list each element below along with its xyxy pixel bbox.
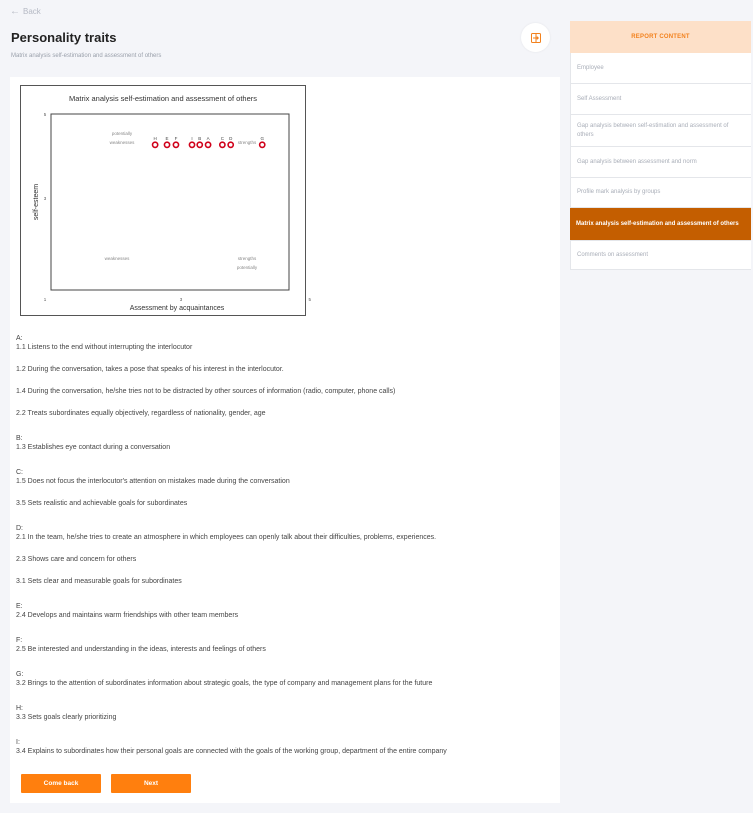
- trait-group-letter: G:: [16, 671, 24, 678]
- data-point: [197, 142, 202, 147]
- data-point: [260, 142, 265, 147]
- sidebar-item[interactable]: Gap analysis between assessment and norm: [570, 147, 751, 178]
- export-button[interactable]: [521, 23, 550, 52]
- data-point-label: B: [198, 135, 202, 141]
- report-card: [10, 77, 560, 803]
- trait-item: 2.3 Shows care and concern for others: [16, 556, 137, 563]
- trait-group: [16, 602, 556, 620]
- sidebar-header: REPORT CONTENT: [570, 21, 751, 53]
- quadrant-label: strengths: [237, 256, 257, 261]
- trait-item: 2.1 In the team, he/she tries to create an atmosphere in which employees can openly talk about their difficulties, problems, experiences.: [16, 534, 437, 541]
- data-point-label: E: [165, 135, 169, 141]
- matrix-chart: [20, 85, 311, 316]
- page-title: Personality traits: [11, 30, 117, 45]
- trait-item: 3.4 Explains to subordinates how their personal goals are connected with the goals of the working group, department of the entire company: [16, 748, 447, 755]
- data-point: [205, 142, 210, 147]
- data-point-label: C: [220, 135, 224, 141]
- trait-item: 1.4 During the conversation, he/she tries not to be distracted by other sources of information (radio, computer, phone calls): [16, 388, 396, 395]
- back-link[interactable]: [10, 7, 41, 16]
- trait-item: 2.5 Be interested and understanding in the ideas, interests and feelings of others: [16, 646, 266, 653]
- arrow-left-icon: ←: [10, 5, 20, 17]
- trait-group: [16, 524, 556, 586]
- back-label: Back: [23, 7, 41, 16]
- x-tick-label: 3: [179, 297, 183, 302]
- trait-group: [16, 738, 556, 756]
- trait-item: 1.1 Listens to the end without interrupting the interlocutor: [16, 344, 193, 351]
- trait-item: 3.3 Sets goals clearly prioritizing: [16, 714, 117, 721]
- trait-group-letter: I:: [16, 739, 20, 746]
- trait-item: 1.2 During the conversation, takes a pose that speaks of his interest in the interlocutor.: [16, 366, 284, 373]
- trait-group-letter: E:: [16, 603, 23, 610]
- data-point: [164, 142, 169, 147]
- trait-group: [16, 334, 556, 418]
- chart-svg: [21, 86, 311, 317]
- trait-item: 2.4 Develops and maintains warm friendships with other team members: [16, 612, 239, 619]
- sidebar-item[interactable]: Employee: [570, 53, 751, 84]
- data-point-label: H: [153, 135, 157, 141]
- trait-group-letter: D:: [16, 525, 23, 532]
- sidebar-item[interactable]: Profile mark analysis by groups: [570, 178, 751, 208]
- page-subtitle: Matrix analysis self-estimation and assessment of others: [11, 53, 162, 59]
- come-back-button[interactable]: Come back: [21, 774, 101, 793]
- trait-group: [16, 468, 556, 508]
- export-icon: [530, 32, 542, 44]
- traits-list: [16, 334, 556, 772]
- trait-group-letter: H:: [16, 705, 23, 712]
- x-tick-label: 1: [43, 297, 47, 302]
- chart-title: Matrix analysis self-estimation and assessment of others: [69, 94, 257, 103]
- quadrant-label: potentially: [111, 131, 133, 136]
- quadrant-label: weaknesses: [109, 140, 135, 145]
- trait-group-letter: B:: [16, 435, 23, 442]
- trait-group: [16, 670, 556, 688]
- next-button[interactable]: Next: [111, 774, 191, 793]
- trait-item: 3.1 Sets clear and measurable goals for subordinates: [16, 578, 182, 585]
- data-point: [189, 142, 194, 147]
- sidebar-item[interactable]: Gap analysis between self-estimation and assessment of others: [570, 115, 751, 147]
- trait-item: 1.5 Does not focus the interlocutor's attention on mistakes made during the conversation: [16, 478, 290, 485]
- data-point-label: D: [229, 135, 233, 141]
- trait-item: 3.5 Sets realistic and achievable goals for subordinates: [16, 500, 188, 507]
- data-point: [228, 142, 233, 147]
- data-point-label: A: [206, 135, 210, 141]
- quadrant-label: strengths: [237, 140, 257, 145]
- trait-group-letter: C:: [16, 469, 23, 476]
- y-tick-label: 3: [43, 196, 47, 201]
- trait-group-letter: F:: [16, 637, 23, 644]
- y-tick-label: 5: [43, 112, 47, 117]
- trait-group: [16, 636, 556, 654]
- trait-group: [16, 704, 556, 722]
- y-axis-label: self-esteem: [33, 183, 40, 221]
- trait-group: [16, 434, 556, 452]
- data-point: [220, 142, 225, 147]
- data-point: [153, 142, 158, 147]
- data-point-label: G: [260, 135, 264, 141]
- report-content-sidebar: [570, 21, 751, 270]
- sidebar-item[interactable]: Matrix analysis self-estimation and assessment of others: [570, 208, 751, 241]
- x-tick-label: 5: [308, 297, 311, 302]
- sidebar-item[interactable]: Comments on assessment: [570, 241, 751, 270]
- trait-item: 1.3 Establishes eye contact during a conversation: [16, 444, 171, 451]
- trait-group-letter: A:: [16, 335, 23, 342]
- data-point-label: F: [174, 135, 178, 141]
- trait-item: 3.2 Brings to the attention of subordinates information about strategic goals, the type of company and management plans for the future: [16, 680, 433, 687]
- data-point-label: I: [191, 135, 193, 141]
- x-axis-label: Assessment by acquaintances: [129, 305, 225, 312]
- quadrant-label: potentially: [236, 265, 258, 270]
- quadrant-label: weaknesses: [104, 256, 130, 261]
- data-point: [173, 142, 178, 147]
- sidebar-item[interactable]: Self Assessment: [570, 84, 751, 115]
- trait-item: 2.2 Treats subordinates equally objectively, regardless of nationality, gender, age: [16, 410, 266, 417]
